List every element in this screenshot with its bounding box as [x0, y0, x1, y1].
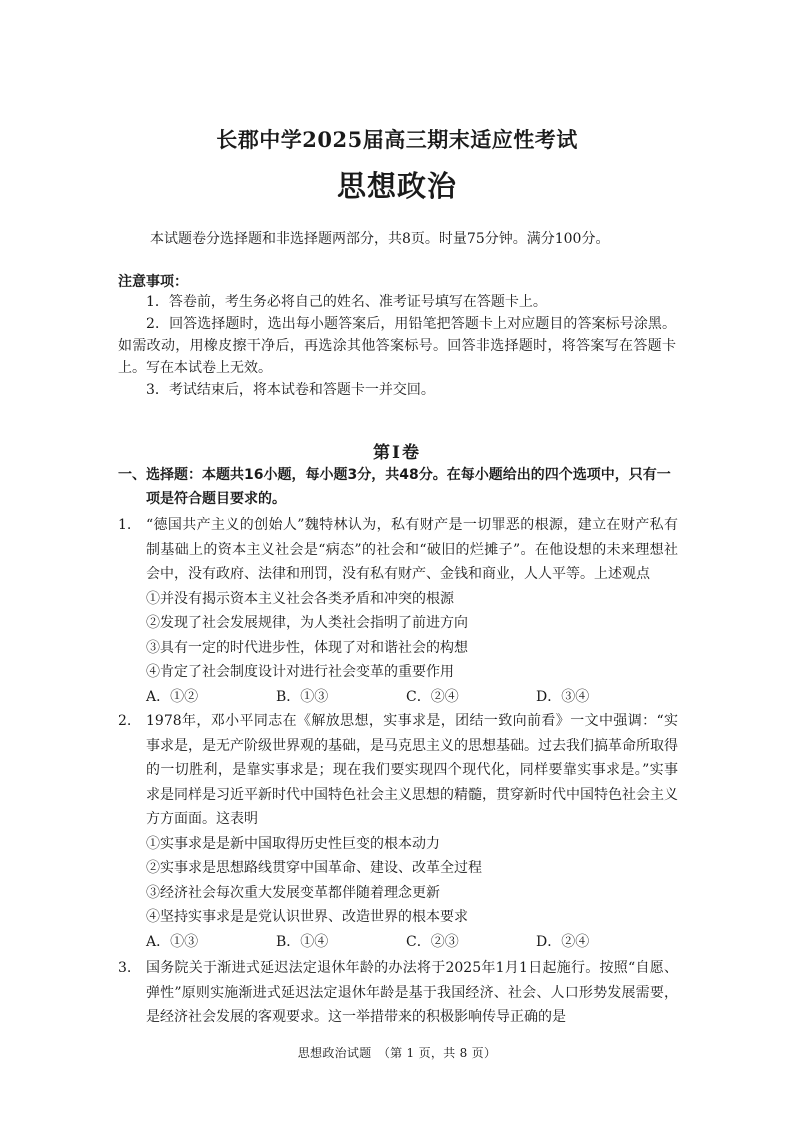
answer-choice-a: A．①②: [146, 688, 199, 705]
answer-choices: [146, 685, 666, 710]
answer-choice-a: A．①③: [146, 933, 199, 950]
question-option: ①并没有揭示资本主义社会各类矛盾和冲突的根源: [146, 590, 454, 607]
notice-list: [118, 291, 676, 401]
question-option: ③具有一定的时代进步性，体现了对和谐社会的构想: [146, 639, 468, 656]
question-option: ②实事求是思想路线贯穿中国革命、建设、改革全过程: [146, 860, 482, 876]
notice-item: 3．考试结束后，将本试卷和答题卡一并交回。: [146, 382, 435, 398]
section-title: 第Ⅰ卷: [373, 443, 421, 463]
question-number: 1.: [118, 517, 132, 533]
question-3: [118, 956, 678, 1030]
part-instructions: [118, 463, 678, 511]
question-1: [118, 513, 678, 709]
answer-choice-b: B．①④: [276, 933, 329, 950]
question-stem: 1978年，邓小平同志在《解放思想，实事求是，团结一致向前看》一文中强调：“实事求是，是无产阶级世界观的基础，是马克思主义的思想基础。过去我们搞革命所取得的一切胜利，是靠实事求是；现在我们要实现四个现代化，同样要靠实事求是。”实事求是同样是习近平新时代中国特色社会主义思想的精髓，贯穿新时代中国特色社会主义方方面面。这表明: [146, 713, 678, 827]
question-option: ④肯定了社会制度设计对进行社会变革的重要作用: [146, 664, 454, 680]
exam-title: 长郡中学2025届高三期末适应性考试: [216, 127, 578, 152]
question-stem: “德国共产主义的创始人”魏特林认为，私有财产是一切罪恶的根源，建立在财产私有制基础上的资本主义社会是“病态”的社会和“破旧的烂摊子”。在他设想的未来理想社会中，没有政府、法律和刑罚，没有私有财产、金钱和商业，人人平等。上述观点: [146, 517, 678, 582]
question-number: 2.: [118, 713, 132, 729]
question-number: 3.: [118, 960, 132, 976]
answer-choice-c: C．②③: [406, 933, 459, 950]
answer-choice-b: B．①③: [276, 688, 329, 705]
question-option: ③经济社会每次重大发展变革都伴随着理念更新: [146, 884, 440, 901]
answer-choice-c: C．②④: [406, 688, 459, 705]
notice-item: 1．答卷前，考生务必将自己的姓名、准考证号填写在答题卡上。: [146, 294, 547, 310]
notice-item: 2．回答选择题时，选出每小题答案后，用铅笔把答题卡上对应题目的答案标号涂黑。如需改动，用橡皮擦干净后，再选涂其他答案标号。回答非选择题时，将答案写在答题卡上。写在本试卷上无效。: [118, 316, 676, 376]
part-instructions-line2: 项是符合题目要求的。: [146, 491, 286, 507]
question-stem: 国务院关于渐进式延迟法定退休年龄的办法将于2025年1月1日起施行。按照“自愿、弹性”原则实施渐进式延迟法定退休年龄是基于我国经济、社会、人口形势发展需要，是经济社会发展的客观要求。这一举措带来的积极影响传导正确的是: [146, 960, 678, 1025]
exam-intro: 本试题卷分选择题和非选择题两部分，共8页。时量75分钟。满分100分。: [150, 231, 610, 247]
answer-choices: [146, 930, 666, 955]
page-footer: 思想政治试题 （第 1 页，共 8 页）: [297, 1046, 497, 1060]
question-option: ②发现了社会发展规律，为人类社会指明了前进方向: [146, 615, 468, 631]
part-instructions-line1: 一、选择题：本题共16小题，每小题3分，共48分。在每小题给出的四个选项中，只有一: [118, 467, 671, 483]
question-option: ①实事求是是新中国取得历史性巨变的根本动力: [146, 835, 440, 852]
subject-title: 思想政治: [336, 169, 457, 203]
notice-heading: 注意事项：: [118, 274, 188, 290]
answer-choice-d: D．③④: [536, 688, 590, 705]
question-2: [118, 709, 678, 954]
question-option: ④坚持实事求是是党认识世界、改造世界的根本要求: [146, 909, 468, 925]
answer-choice-d: D．②④: [536, 933, 590, 950]
